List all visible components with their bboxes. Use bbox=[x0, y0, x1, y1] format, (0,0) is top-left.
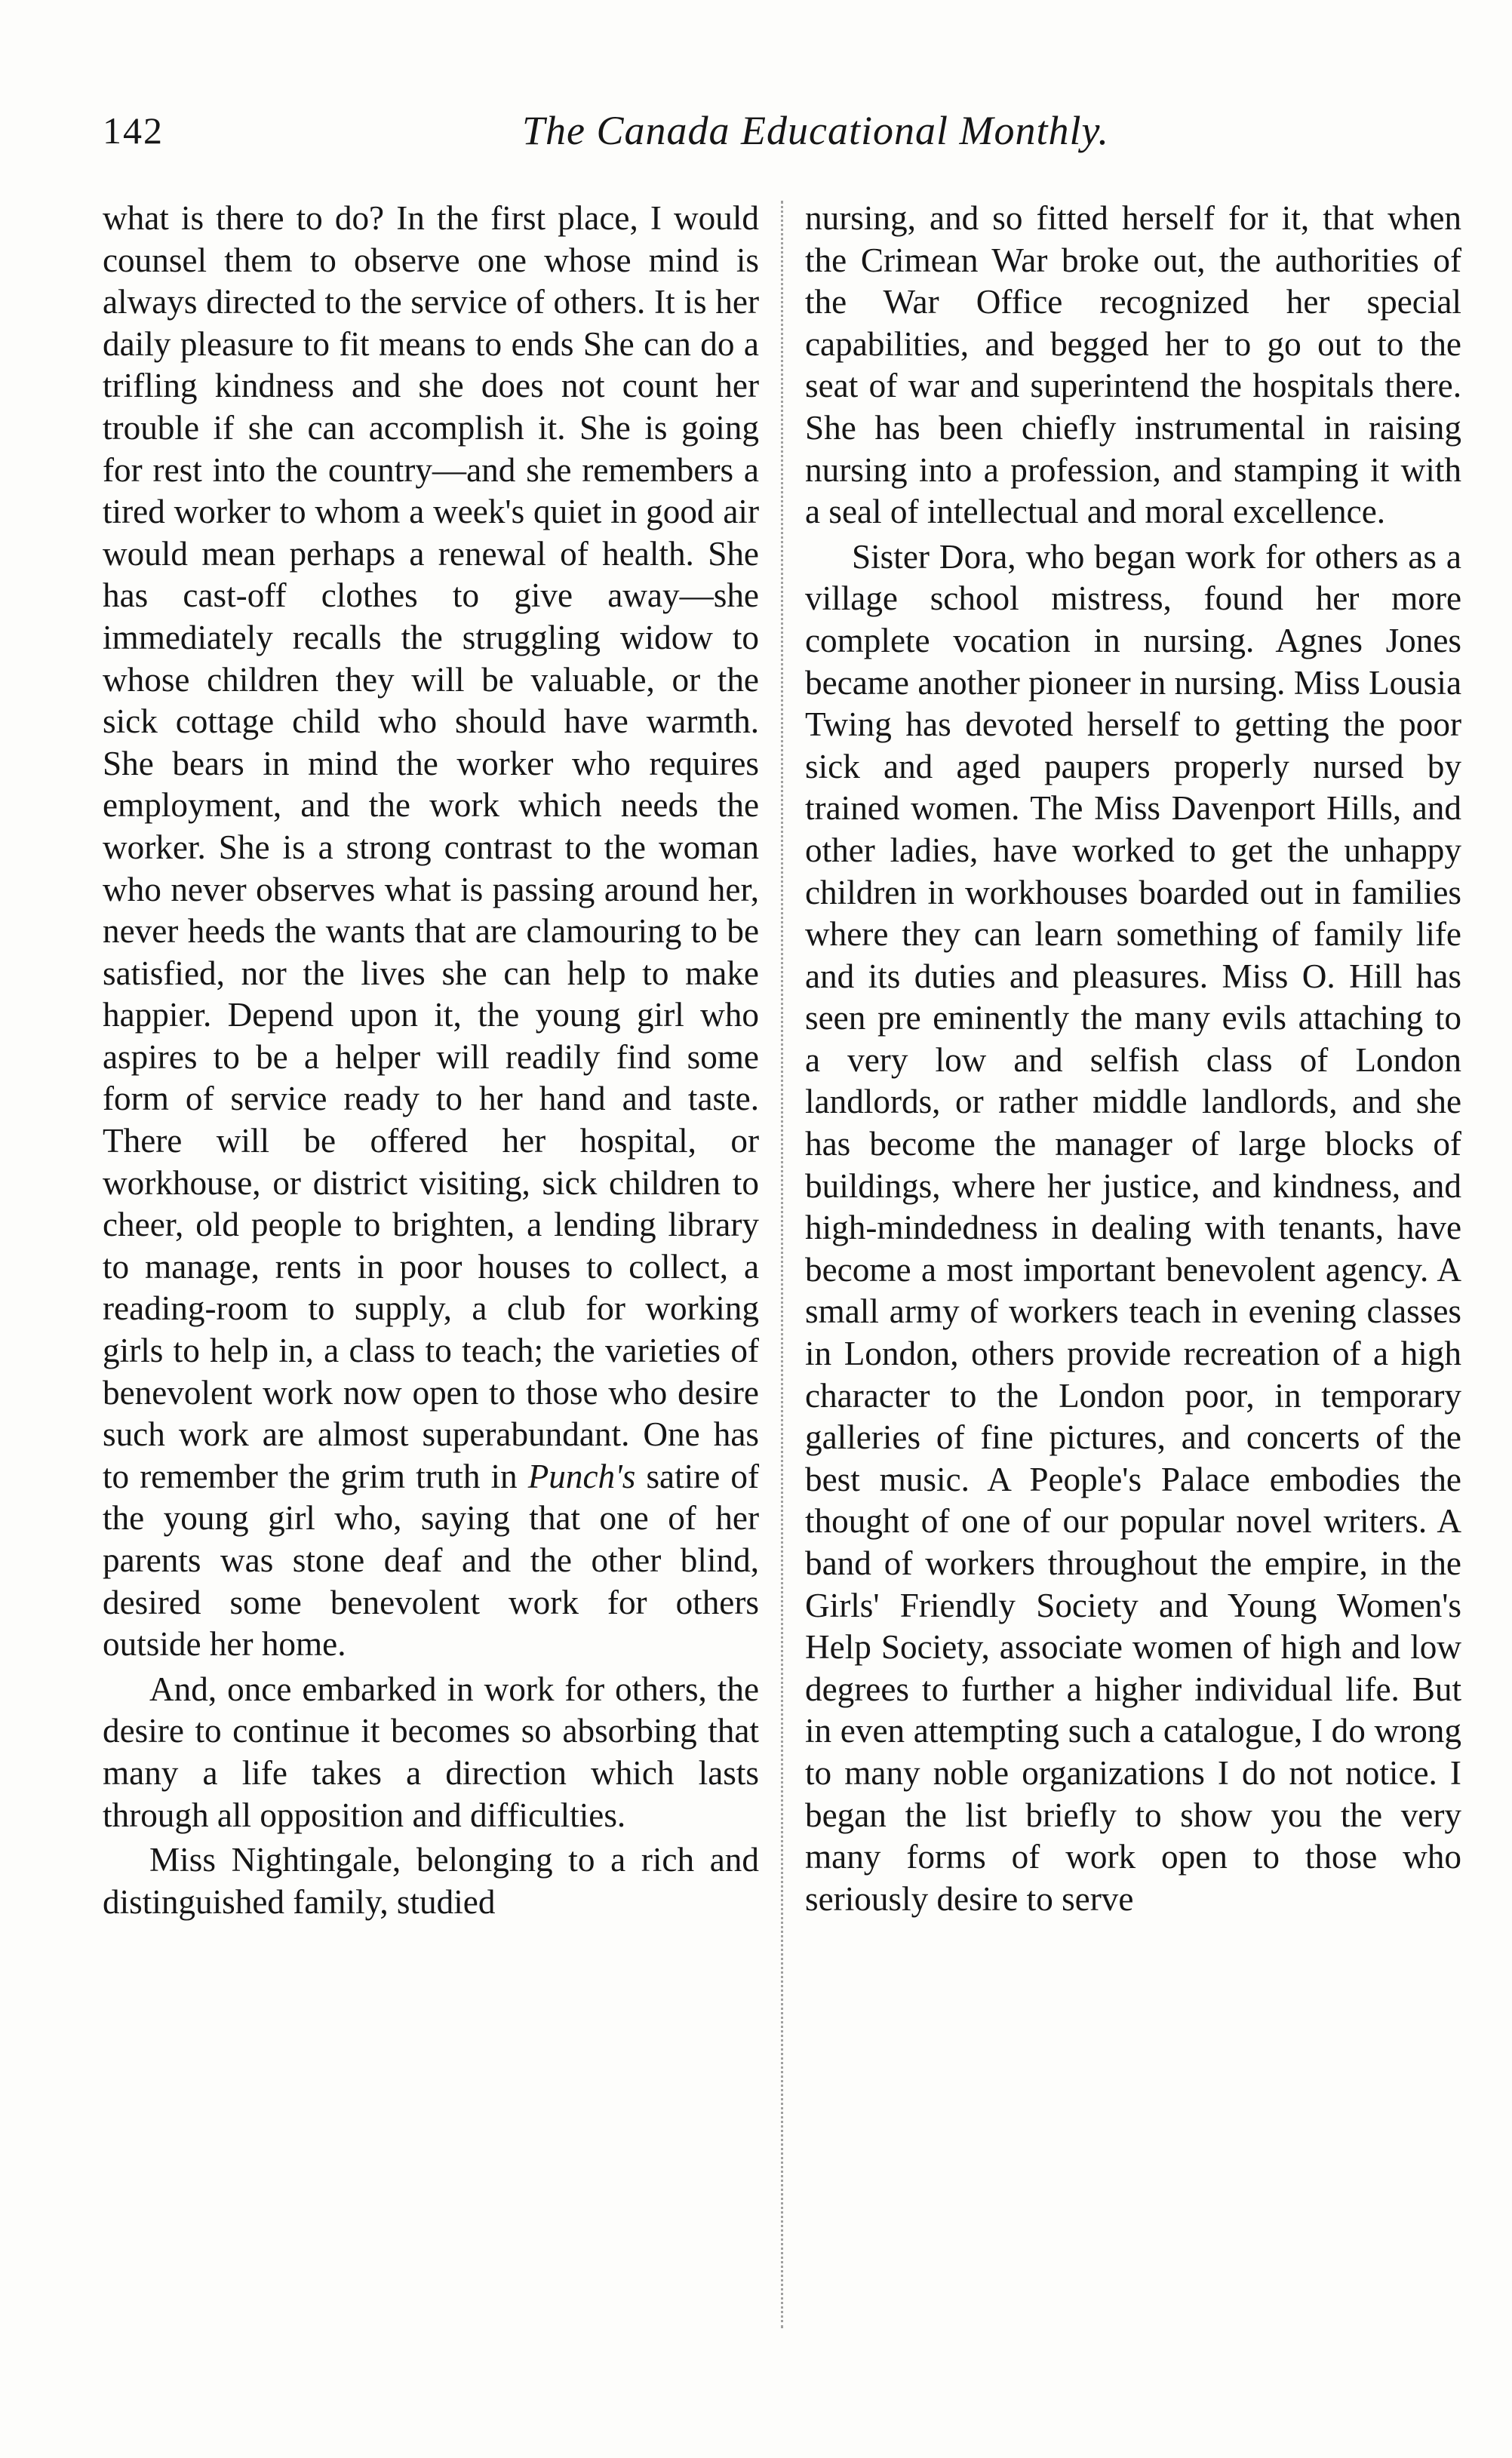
italic-publication-title: Punch's bbox=[527, 1457, 636, 1495]
paragraph: Miss Nightingale, belonging to a rich and distinguished family, studied bbox=[103, 1841, 759, 1921]
running-title: The Canada Educational Monthly. bbox=[522, 108, 1109, 153]
column-divider bbox=[781, 201, 783, 2328]
paragraph: And, once embarked in work for others, the desire to continue it becomes so absorbing that many a life takes a direction which lasts through all opposition and difficulties. bbox=[103, 1670, 759, 1834]
paragraph-continuation: nursing, and so fitted herself for it, that when the Crimean War broke out, the authorities of the War Office recognized her special capabilities, and begged her to go out to the seat of war and superintend the hospitals there. She has been chiefly instrumental in raising nursing into a profession, and stamping it with a seal of intellectual and moral excellence. bbox=[805, 199, 1461, 531]
paragraph: Sister Dora, who began work for others as a village school mistress, found her more complete vocation in nursing. Agnes Jones became another pioneer in nursing. Miss Lousia Twing has devoted herself to getting the poor sick and aged paupers properly nursed by trained women. The Miss Davenport Hills, and other ladies, have worked to get the unhappy children in workhouses boarded out in families where they can learn something of family life and its duties and pleasures. Miss O. Hill has seen pre eminently the many evils attaching to a very low and selfish class of London landlords, or rather middle landlords, and she has become the manager of large blocks of buildings, where her justice, and kindness, and high-mindedness in dealing with tenants, have become a most important benevolent agency. A small army of workers teach in evening classes in London, others provide recreation of a high character to the London poor, in temporary galleries of fine pictures, and concerts of the best music. A People's Palace embodies the thought of one of our popular novel writers. A band of workers throughout the empire, in the Girls' Friendly Society and Young Women's Help Society, associate women of high and low degrees to further a higher individual life. But in even attempting such a catalogue, I do wrong to many noble organizations I do not notice. I began the list briefly to show you the very many forms of work open to those who seriously desire to serve bbox=[805, 537, 1461, 1918]
right-column bbox=[805, 198, 1461, 1920]
paragraph-text-tail: satire of the young girl who, saying that one of her parents was stone deaf and the other blind, desired some benevolent work for others outside her home. bbox=[103, 1457, 759, 1664]
running-header bbox=[103, 104, 1498, 157]
paragraph-text: what is there to do? In the first place, I would counsel them to observe one whose mind is always directed to the service of others. It is her daily pleasure to fit means to ends She can do a trifling kindness and she does not count her trouble if she can accomplish it. She is going for rest into the country—and she remembers a tired worker to whom a week's quiet in good air would mean perhaps a renewal of health. She has cast-off clothes to give away—she immediately recalls the struggling widow to whose children they will be valuable, or the sick cottage child who should have warmth. She bears in mind the worker who requires employment, and the work which needs the worker. She is a strong contrast to the woman who never observes what is passing around her, never heeds the wants that are clamouring to be satisfied, nor the lives she can help to make happier. Depend upon it, the young girl who aspires to be a helper will readily find some form of service ready to her hand and taste. There will be offered her hospital, or workhouse, or district visiting, sick children to cheer, old people to brighten, a lending library to manage, rents in poor houses to collect, a reading-room to supply, a club for working girls to help in, a class to teach; the varieties of benevolent work now open to those who desire such work are almost superabundant. One has to remember the grim truth in bbox=[103, 199, 759, 1495]
left-column bbox=[103, 198, 759, 1923]
paragraph-continuation bbox=[103, 198, 759, 1666]
page-number: 142 bbox=[103, 109, 164, 152]
